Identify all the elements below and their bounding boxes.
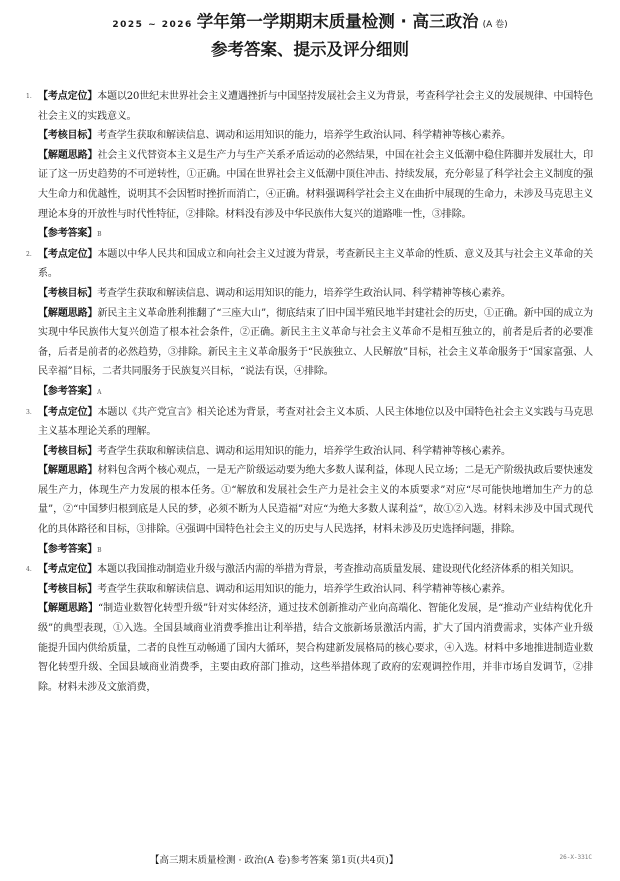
paragraph-text: 社会主义代替资本主义是生产力与生产关系矛盾运动的必然结果，中国在社会主义低潮中稳住阵脚并发展壮大，印证了这一历史趋势的不可逆转性，①正确。中国在世界社会主义低潮中顶住冲击、持续发展，充分彰显了科学社会主义制度的强大生命力和优越性，说明其不会因暂时挫折而消亡，④正确。材料强调科学社会主义在曲折中展现的生命力，未涉及马克思主义理论本身的开放性与时代性特征，②排除。材料没有涉及中华民族伟大复兴的道路唯一性，③排除。: [38, 149, 594, 220]
answer-paragraph: [38, 126, 593, 146]
exam-title-line: [0, 8, 620, 32]
answer-body: [0, 87, 620, 697]
answer-paragraph: [38, 146, 593, 224]
paragraph-text: 考查学生获取和解读信息、调动和运用知识的能力，培养学生政治认同、科学精神等核心素养。: [97, 130, 511, 142]
answer-letter: B: [97, 546, 102, 554]
paragraph-text: 新民主主义革命胜利推翻了“三座大山”，彻底结束了旧中国半殖民地半封建社会的历史，①正确。新中国的成立为实现中华民族伟大复兴创造了根本社会条件，②正确。新民主主义革命与社会主义革命不是相互独立的，前者是后者的必要准备，后者是前者的必然趋势，③排除。新民主主义革命服务于“民族独立、人民解放”目标，社会主义革命服务于“国家富强、人民幸福”目标，二者共同服务于民族复兴目标，“说法有误，④排除。: [38, 307, 594, 378]
paragraph-text: 考查学生获取和解读信息、调动和运用知识的能力，培养学生政治认同、科学精神等核心素养。: [97, 287, 511, 299]
page-header: [0, 8, 620, 60]
answer-paragraph: [38, 304, 593, 382]
section-tag: 【考点定位】: [38, 564, 98, 576]
paragraph-text: 材料包含两个核心观点，一是无产阶级运动要为绝大多数人谋利益，体现人民立场；二是无产阶级执政后要快速发展生产力，体现生产力发展的根本任务。①“解放和发展社会生产力是社会主义的本质要求”对应“尽可能快地增加生产力的总量”，②“中国梦归根到底是人民的梦，必须不断为人民造福”对应“为绝大多数人谋利益”，故①②入选。材料未涉及中国式现代化的具体路径和目标，③排除。④强调中国特色社会主义的历史与人民选择，材料未涉及历史选择问题，排除。: [38, 465, 594, 536]
footer-page-info: 【高三期末质量检测 · 政治(A 卷)参考答案 第1页(共4页)】: [150, 855, 399, 866]
question-block: [0, 245, 620, 403]
paragraph-text: “制造业数智化转型升级”针对实体经济，通过技术创新推动产业向高端化、智能化发展，是“推动产业结构优化升级”的典型表现，①入选。全国县域商业消费季推出让利举措，结合文旅新场景激活内需，扩大了国内消费需求，实体产业升级能提升国内供给质量，二者的良性互动畅通了国内大循环，契合构建新发展格局的核心要求，④入选。材料中多地推进制造业数智化转型升级、全国县域商业消费季，主要由政府部门推动，这些举措体现了政府的宏观调控作用，并非市场自发调节，②排除。材料未涉及文旅消费，: [38, 603, 593, 693]
question-block: [0, 403, 620, 561]
page-subtitle: 参考答案、提示及评分细则: [211, 40, 409, 59]
answer-paragraph: [38, 599, 593, 697]
question-block: [0, 87, 620, 245]
question-number: 1.: [26, 93, 32, 100]
answer-paragraph: [38, 224, 593, 245]
section-tag: 【考核目标】: [38, 130, 98, 142]
paragraph-text: 本题以《共产党宣言》相关论述为背景，考查对社会主义本质、人民主体地位以及中国特色社会主义实践与马克思主义基本理论关系的理解。: [38, 406, 594, 438]
section-tag: 【解题思路】: [38, 307, 98, 319]
section-tag: 【参考答案】: [38, 228, 98, 240]
answer-letter: B: [97, 231, 102, 239]
section-tag: 【考核目标】: [38, 445, 98, 457]
exam-title: 学年第一学期期末质量检测 · 高三政治: [196, 12, 479, 31]
answer-paragraph: [38, 284, 593, 304]
paragraph-text: 本题以20世纪末世界社会主义遭遇挫折与中国坚持发展社会主义为背景，考查科学社会主义的发展规律、中国特色社会主义的实践意义。: [38, 91, 594, 122]
school-year: 2025 ~ 2026: [112, 20, 193, 30]
section-tag: 【参考答案】: [38, 543, 98, 555]
answer-paragraph: [38, 580, 593, 600]
section-tag: 【考核目标】: [38, 583, 98, 595]
answer-paragraph: [38, 442, 593, 462]
answer-paragraph: [38, 461, 593, 539]
paragraph-text: 本题以中华人民共和国成立和向社会主义过渡为背景，考查新民主主义革命的性质、意义及其与社会主义革命的关系。: [38, 248, 594, 280]
paragraph-text: 本题以我国推动制造业升级与激活内需的举措为背景，考查推动高质量发展、建设现代化经济体系的相关知识。: [97, 564, 580, 576]
section-tag: 【解题思路】: [38, 149, 98, 161]
answer-paragraph: [38, 382, 593, 403]
section-tag: 【考点定位】: [38, 248, 98, 260]
section-tag: 【解题思路】: [38, 603, 98, 615]
question-number: 4.: [26, 566, 32, 574]
answer-paragraph: [38, 560, 593, 580]
footer-code: 26-X-331C: [559, 854, 592, 861]
question-block: [0, 560, 620, 697]
paper-variant: (A 卷): [482, 20, 508, 30]
answer-paragraph: [38, 403, 593, 442]
section-tag: 【考点定位】: [38, 91, 98, 102]
question-number: 2.: [26, 250, 32, 258]
section-tag: 【参考答案】: [38, 385, 98, 397]
section-tag: 【考点定位】: [38, 406, 98, 418]
answer-paragraph: [38, 540, 593, 561]
answer-paragraph: [38, 87, 593, 126]
paragraph-text: 考查学生获取和解读信息、调动和运用知识的能力，培养学生政治认同、科学精神等核心素养。: [97, 583, 511, 595]
answer-paragraph: [38, 245, 593, 284]
paragraph-text: 考查学生获取和解读信息、调动和运用知识的能力，培养学生政治认同、科学精神等核心素养。: [97, 445, 511, 457]
section-tag: 【考核目标】: [38, 287, 98, 299]
question-number: 3.: [26, 408, 32, 416]
answer-letter: A: [97, 388, 102, 396]
section-tag: 【解题思路】: [38, 465, 98, 477]
